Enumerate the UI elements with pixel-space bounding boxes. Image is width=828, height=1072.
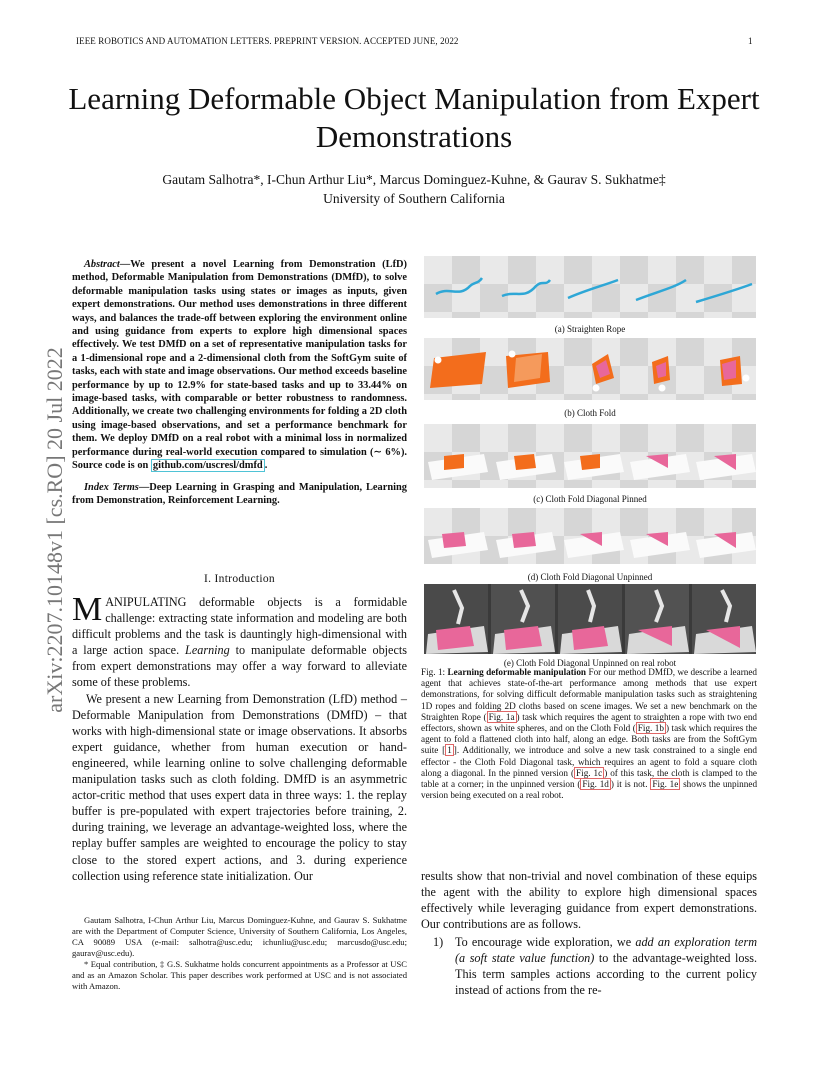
list-number: 1) bbox=[433, 935, 444, 949]
abstract-label: Abstract bbox=[84, 259, 120, 270]
rope-frames-image bbox=[424, 256, 756, 318]
running-header: IEEE ROBOTICS AND AUTOMATION LETTERS. PREPRINT VERSION. ACCEPTED JUNE, 2022 bbox=[76, 36, 459, 46]
paper-title: Learning Deformable Object Manipulation from Expert Demonstrations bbox=[68, 81, 760, 154]
index-terms-label: Index Terms bbox=[84, 481, 139, 493]
figure-panel-cloth-fold-diagonal-unpinned bbox=[424, 508, 756, 564]
panel-label-e: (e) Cloth Fold Diagonal Unpinned on real robot bbox=[503, 658, 677, 668]
section-heading-introduction: I. Introduction bbox=[204, 573, 275, 585]
figure-ref-1e[interactable]: Fig. 1e bbox=[652, 779, 679, 790]
cloth-fold-frames-image bbox=[424, 338, 756, 400]
abstract-text: —We present a novel Learning from Demonstration (LfD) method, Deformable Manipulation from Demonstrations (DMfD), to solve deformable manipulation tasks using states or images as inputs, given expert demonstrations. Our method uses demonstrations in three different ways, and balances the trade-off between exploring the environment online and using guidance from experts to explore high dimensional spaces effectively. We test DMfD on a set of representative manipulation tasks for a 1-dimensional rope and a 2-dimensional cloth from the SoftGym suite of tasks, each with state and image observations. Our method exceeds baseline performance by up to 12.9% for state-based tasks and up to 33.44% on image-based tasks, with comparable or better robustness to randomness. Additionally, we create two challenging environments for folding a 2D cloth using image-based observations, and set a performance benchmark for them. We deploy DMfD on a real robot with a minimal loss in normalized performance during real-world execution compared to simulation (∼ 6%). Source code is on bbox=[72, 259, 407, 472]
introduction-body: MANIPULATING deformable objects is a formidable challenge: extracting state information and modeling are both difficult problems and the task is dauntingly high-dimensional with a large action space. Learning to manipulate deformable objects from expert demonstrations may offer a way forward to alleviate some of these problems. We present a new Learning from Demonstration (LfD) method – Deformable Manipulation from Demonstrations (DMfD) – that works with high-dimensional state or image observations. It absorbs expert guidance, whether from human execution or hand-engineered, while learning online to solve challenging deformable manipulation tasks such as cloth folding. DMfD is an asymmetric actor-critic method that uses expert data in three ways: 1. the replay buffer is pre-populated with expert trajectories before training, 2. during training, we leverage an advantage-weighted loss, where the replay buffer samples are weighted to encourage the policy to stay close to the stored expert actions, and 3. during experience collection using reference state initialization. Our bbox=[72, 591, 407, 883]
figure-ref-1a[interactable]: Fig. 1a bbox=[488, 711, 515, 722]
figure-caption: Fig. 1: Learning deformable manipulation For our method DMfD, we describe a learned agent that achieves state-of-the-art performance among methods that use expert demonstrations, for solving difficult deformable manipulation tasks such as straightening 1D ropes and folding 2D cloths based on scene images. We set a new benchmark on the Straighten Rope ( Fig. 1a ) task which requires the agent to straighten a rope with two end effectors, shown as white spheres, and on the Cloth Fold ( Fig. 1b ) task which requires the agent to fold a flattened cloth into half, along an edge. Both tasks are from the SoftGym suite [ 1 ]. Additionally, we introduce and solve a new task constrained to a single end effector - the Cloth Fold Diagonal task, which requires an agent to fold a square cloth along a diagonal. In the pinned version ( Fig. 1c ) of this task, the cloth is clamped to the table at a corner; in the unpinned version ( Fig. 1d ) it is not. Fig. 1e shows the unpinned version being executed on a real robot. bbox=[421, 667, 758, 801]
index-terms-text: —Deep Learning in Grasping and Manipulation, Learning from Demonstration, Reinforcement Learning. bbox=[72, 481, 407, 506]
right-column-paragraph: results show that non-trivial and novel combination of these equips the agent with the ability to explore high dimensional spaces effectively while leveraging guidance from expert demonstrations. Our contributions are as follows. bbox=[421, 869, 757, 932]
footnote-contribution: * Equal contribution, ‡ G.S. Sukhatme holds concurrent appointments as a Professor at USC and as an Amazon Scholar. This paper describes work performed at USC and is not associated with Amazon. bbox=[72, 959, 407, 991]
figure-caption-label: Fig. 1: bbox=[421, 667, 446, 677]
figure-panel-straighten-rope bbox=[424, 256, 756, 318]
diagonal-pinned-frames-image bbox=[424, 424, 756, 488]
contributions-list bbox=[421, 934, 757, 998]
diagonal-unpinned-frames-image bbox=[424, 508, 756, 564]
abstract: Abstract—We present a novel Learning from Demonstration (LfD) method, Deformable Manipulation from Demonstrations (DMfD), to solve deformable manipulation tasks using states or images as inputs, given expert demonstrations. Our method uses demonstrations in three different ways, and balances the trade-off between exploring the environment online and using guidance from experts to explore high dimensional spaces effectively. We test DMfD on a set of representative manipulation tasks for a 1-dimensional rope and a 2-dimensional cloth from the SoftGym suite of tasks, each with state and image observations. Our method exceeds baseline performance by up to 12.9% for state-based tasks and up to 33.44% on image-based tasks, with comparable or better robustness to randomness. Additionally, we create two challenging environments for folding a 2D cloth using image-based observations, and set a performance benchmark for them. We deploy DMfD on a real robot with a minimal loss in normalized performance during real-world execution compared to simulation (∼ 6%). Source code is on github.com/uscresl/dmfd . Index Terms—Deep Learning in Grasping and Manipulation, Learning from Demonstration, Reinforcement Learning. bbox=[72, 259, 407, 506]
page-number: 1 bbox=[748, 36, 753, 46]
arxiv-stamp bbox=[40, 300, 70, 760]
contribution-item-1: 1) To encourage wide exploration, we add an exploration term (a soft state value function) to the advantage-weighted loss. This term samples actions according to the current policy instead of actions from the re- bbox=[433, 935, 758, 998]
citation-ref-1[interactable]: 1 bbox=[447, 745, 452, 756]
real-robot-frames-image bbox=[424, 584, 756, 654]
figure-ref-1c[interactable]: Fig. 1c bbox=[576, 767, 603, 778]
panel-label-a: (a) Straighten Rope bbox=[554, 324, 626, 334]
drop-cap: M bbox=[72, 591, 103, 628]
figure-ref-1d[interactable]: Fig. 1d bbox=[582, 779, 609, 790]
intro-paragraph-2: We present a new Learning from Demonstration (LfD) method – Deformable Manipulation from Demonstrations (DMfD) – that works with high-dimensional state or image observations. It absorbs expert guidance, whether from human execution or hand-engineered, while learning online to solve challenging deformable manipulation tasks such as cloth folding. DMfD is an asymmetric actor-critic method that uses expert data in three ways: 1. the replay buffer is pre-populated with expert trajectories before training, 2. during training, we leverage an advantage-weighted loss, where the replay buffer samples are weighted to encourage the policy to stay close to the stored expert actions, and 3. during experience collection using reference state initialization. Our bbox=[72, 691, 407, 883]
arxiv-stamp-text: arXiv:2207.10148v1 [cs.RO] 20 Jul 2022 bbox=[42, 347, 67, 713]
source-code-link[interactable]: github.com/uscresl/dmfd bbox=[152, 460, 263, 472]
footnote-affiliations: Gautam Salhotra, I-Chun Arthur Liu, Marcus Dominguez-Kuhne, and Gaurav S. Sukhatme are with the Department of Computer Science, University of Southern California, Los Angeles, CA 90089 USA (e-mail: salhotra@usc.edu; ichunliu@usc.edu; marcusdo@usc.edu; gaurav@usc.edu). bbox=[72, 915, 407, 958]
figure-panel-cloth-fold bbox=[424, 338, 756, 400]
figure-panel-cloth-fold-diagonal-pinned bbox=[424, 424, 756, 488]
panel-label-b: (b) Cloth Fold bbox=[564, 408, 616, 418]
figure-panel-real-robot bbox=[424, 584, 756, 654]
author-block bbox=[80, 170, 748, 208]
author-list: Gautam Salhotra*, I-Chun Arthur Liu*, Marcus Dominguez-Kuhne, & Gaurav S. Sukhatme‡ bbox=[162, 172, 666, 187]
figure-ref-1b[interactable]: Fig. 1b bbox=[637, 723, 664, 734]
panel-label-d: (d) Cloth Fold Diagonal Unpinned bbox=[527, 572, 653, 582]
affiliation: University of Southern California bbox=[323, 191, 505, 206]
footnotes bbox=[72, 915, 407, 992]
panel-label-c: (c) Cloth Fold Diagonal Pinned bbox=[533, 494, 647, 504]
